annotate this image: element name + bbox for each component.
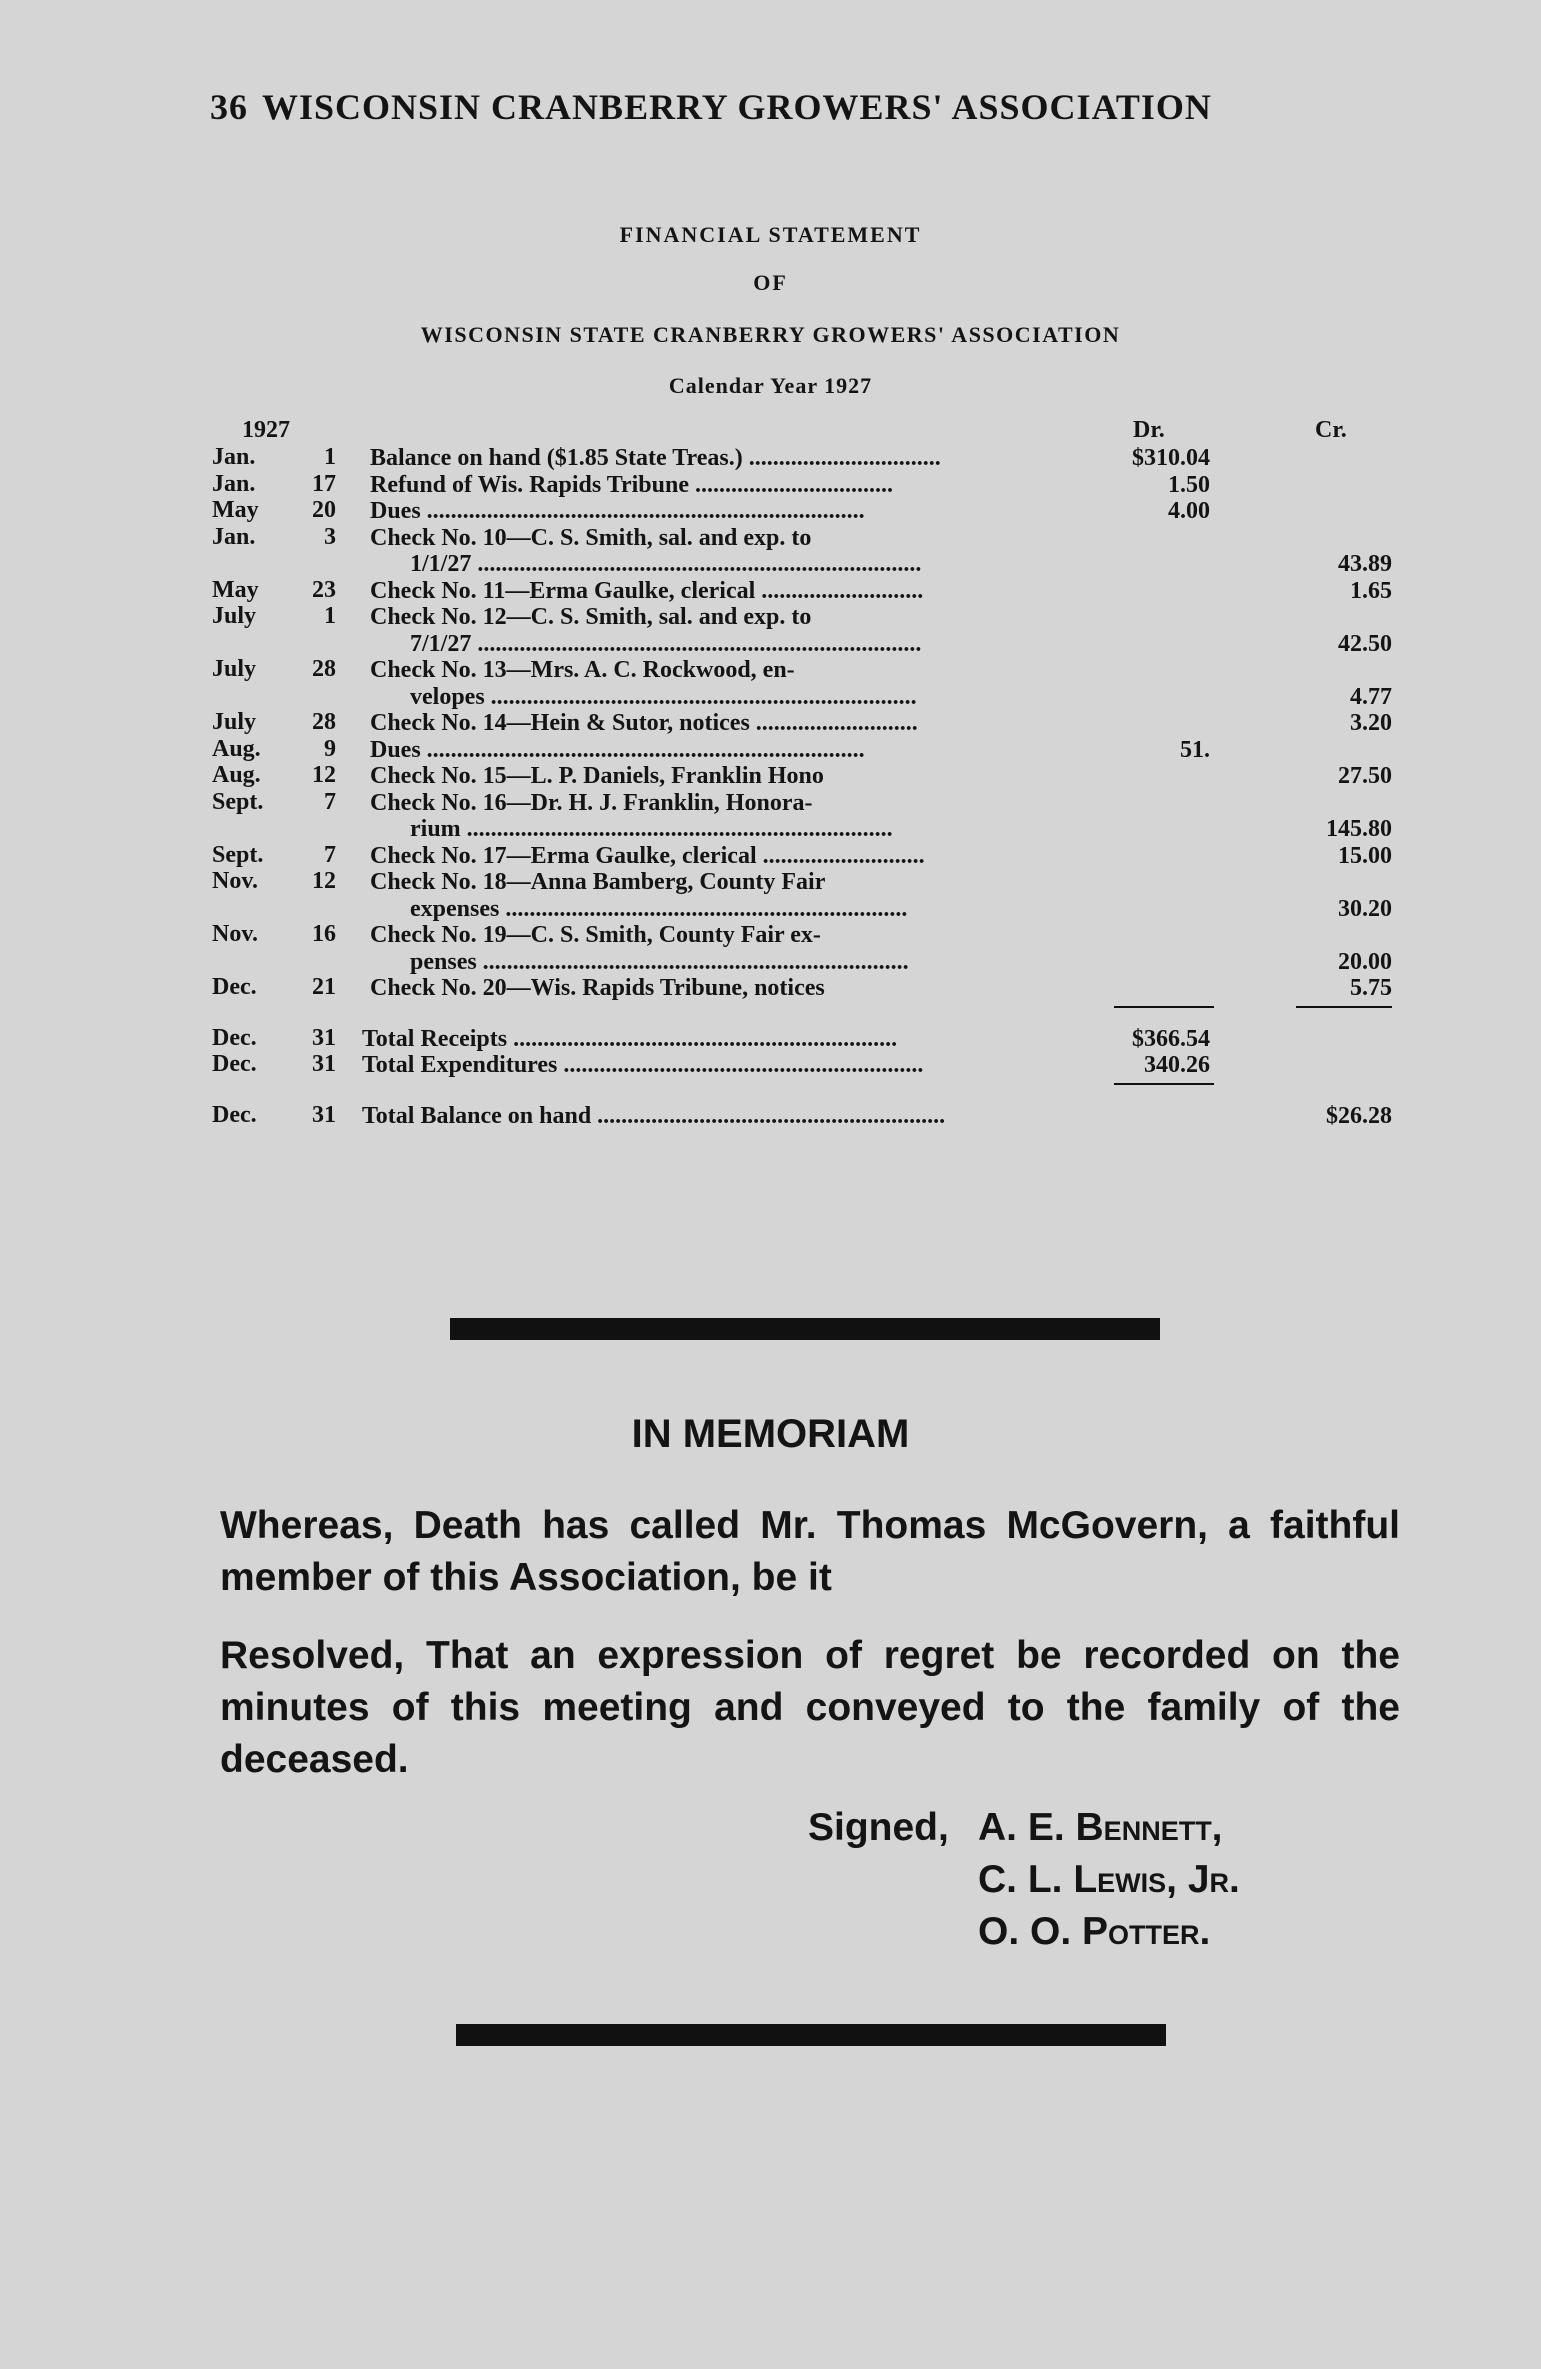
entry-day: 23 — [312, 576, 336, 603]
entry-description-cont: 1/1/27 .......................................................................... — [410, 551, 922, 577]
entry-description-cont: penses ....................................................................... — [410, 948, 909, 975]
entry-description-cont: rium ....................................................................... — [410, 816, 893, 842]
entry-credit: 43.89 — [1338, 551, 1392, 577]
entry-credit: 4.77 — [1350, 683, 1392, 710]
entry-credit: 1.65 — [1350, 577, 1392, 604]
entry-description-cont: 7/1/27 .......................................................................... — [410, 630, 922, 657]
total-value: $366.54 — [1132, 1025, 1210, 1052]
entry-day: 16 — [312, 921, 336, 947]
signer-2: C. L. Lewis, Jr. — [978, 1858, 1240, 1901]
total-day: 31 — [312, 1024, 336, 1051]
entry-day: 1 — [324, 603, 336, 629]
entry-month: May — [212, 497, 259, 523]
page-number: 36 — [210, 87, 248, 127]
total-description: Total Expenditures ............................................................ — [362, 1052, 924, 1078]
divider-bar-top — [450, 1318, 1160, 1340]
entry-description: Check No. 12—C. S. Smith, sal. and exp. to — [370, 604, 812, 630]
entry-month: July — [212, 603, 257, 629]
entry-description: Check No. 11—Erma Gaulke, clerical ........................... — [370, 577, 924, 604]
entry-month: Aug. — [212, 735, 261, 762]
entry-day: 7 — [324, 788, 336, 815]
memoriam-title: IN MEMORIAM — [631, 1412, 910, 1456]
entry-day: 21 — [312, 974, 336, 1000]
statement-title-of: OF — [753, 270, 788, 295]
divider-bar-bottom — [456, 2024, 1166, 2046]
entry-month: May — [212, 576, 259, 603]
entry-debit: $310.04 — [1132, 445, 1210, 471]
entry-credit: 30.20 — [1338, 895, 1392, 922]
entry-description: Check No. 18—Anna Bamberg, County Fair — [370, 869, 826, 895]
entry-credit: 15.00 — [1338, 842, 1392, 869]
entry-month: Jan. — [212, 470, 256, 497]
total-day: 31 — [312, 1051, 336, 1077]
entry-day: 28 — [312, 656, 336, 682]
entry-description: Check No. 13—Mrs. A. C. Rockwood, en- — [370, 657, 795, 683]
signer-1: A. E. Bennett, — [978, 1806, 1223, 1849]
entry-day: 20 — [312, 497, 336, 523]
entry-month: Nov. — [212, 921, 259, 947]
entry-credit: 145.80 — [1326, 816, 1392, 842]
running-head — [210, 86, 1212, 128]
entry-credit: 27.50 — [1338, 763, 1392, 789]
ledger-dr-heading: Dr. — [1133, 417, 1165, 443]
statement-title: FINANCIAL STATEMENT — [619, 222, 922, 247]
entry-month: July — [212, 656, 257, 682]
entry-month: Sept. — [212, 841, 264, 868]
entry-description: Check No. 20—Wis. Rapids Tribune, notices — [370, 975, 825, 1001]
entry-day: 3 — [324, 523, 336, 550]
entry-description-cont: velopes ....................................................................... — [410, 683, 917, 710]
entry-credit: 3.20 — [1350, 710, 1392, 736]
entry-day: 28 — [312, 709, 336, 735]
balance-day: 31 — [312, 1101, 336, 1128]
credit-total-rule — [1296, 1006, 1392, 1008]
total-month: Dec. — [212, 1051, 257, 1077]
memoriam-paragraph-resolved: Resolved, That an expression of regret be recorded on the minutes of this meeting and conveyed to the family of the deceased. — [220, 1634, 1400, 1781]
entry-credit: 42.50 — [1338, 630, 1392, 657]
entry-description: Dues ......................................................................... — [370, 736, 865, 763]
entry-credit: 20.00 — [1338, 948, 1392, 975]
total-month: Dec. — [212, 1024, 257, 1051]
entry-description-cont: expenses ................................................................... — [410, 895, 908, 922]
ledger-year-heading: 1927 — [242, 417, 290, 443]
entry-day: 12 — [312, 762, 336, 788]
entry-description: Check No. 16—Dr. H. J. Franklin, Honora- — [370, 789, 813, 816]
entry-day: 1 — [324, 444, 336, 470]
entry-description: Check No. 14—Hein & Sutor, notices ........................... — [370, 710, 918, 736]
entry-day: 17 — [312, 470, 336, 497]
balance-value: $26.28 — [1326, 1102, 1392, 1129]
entry-day: 9 — [324, 735, 336, 762]
entry-month: Jan. — [212, 444, 256, 470]
entry-month: Aug. — [212, 762, 261, 788]
balance-month: Dec. — [212, 1101, 257, 1128]
signed-label: Signed, — [808, 1806, 949, 1849]
entry-description: Check No. 15—L. P. Daniels, Franklin Hono — [370, 763, 824, 789]
statement-subtitle: Calendar Year 1927 — [668, 373, 873, 398]
total-value: 340.26 — [1144, 1052, 1210, 1078]
entry-debit: 4.00 — [1168, 498, 1210, 524]
entry-month: Nov. — [212, 868, 259, 894]
entry-description: Dues ......................................................................... — [370, 498, 865, 524]
running-head-title: WISCONSIN CRANBERRY GROWERS' ASSOCIATION — [262, 87, 1212, 127]
entry-day: 12 — [312, 868, 336, 894]
entry-credit: 5.75 — [1350, 975, 1392, 1001]
statement-organization: WISCONSIN STATE CRANBERRY GROWERS' ASSOCIATION — [420, 322, 1121, 347]
signer-3: O. O. Potter. — [978, 1910, 1211, 1953]
entry-description: Balance on hand ($1.85 State Treas.) ................................ — [370, 445, 941, 471]
entry-description: Check No. 17—Erma Gaulke, clerical ........................... — [370, 842, 925, 869]
entry-month: Jan. — [212, 523, 256, 550]
totals-rule — [1114, 1083, 1214, 1085]
entry-debit: 1.50 — [1168, 471, 1210, 498]
entry-month: Dec. — [212, 974, 257, 1000]
memoriam-paragraph-whereas: Whereas, Death has called Mr. Thomas McGovern, a faithful member of this Association, be it — [220, 1504, 1400, 1599]
entry-debit: 51. — [1180, 736, 1210, 763]
entry-month: July — [212, 709, 257, 735]
balance-description: Total Balance on hand .......................................................... — [362, 1102, 946, 1129]
entry-day: 7 — [324, 841, 336, 868]
total-description: Total Receipts ................................................................ — [362, 1025, 898, 1052]
debit-total-rule — [1114, 1006, 1214, 1008]
ledger-cr-heading: Cr. — [1315, 417, 1347, 443]
entry-description: Check No. 19—C. S. Smith, County Fair ex- — [370, 922, 821, 948]
entry-description: Refund of Wis. Rapids Tribune ................................. — [370, 471, 893, 498]
entry-description: Check No. 10—C. S. Smith, sal. and exp. to — [370, 524, 812, 551]
entry-month: Sept. — [212, 788, 264, 815]
